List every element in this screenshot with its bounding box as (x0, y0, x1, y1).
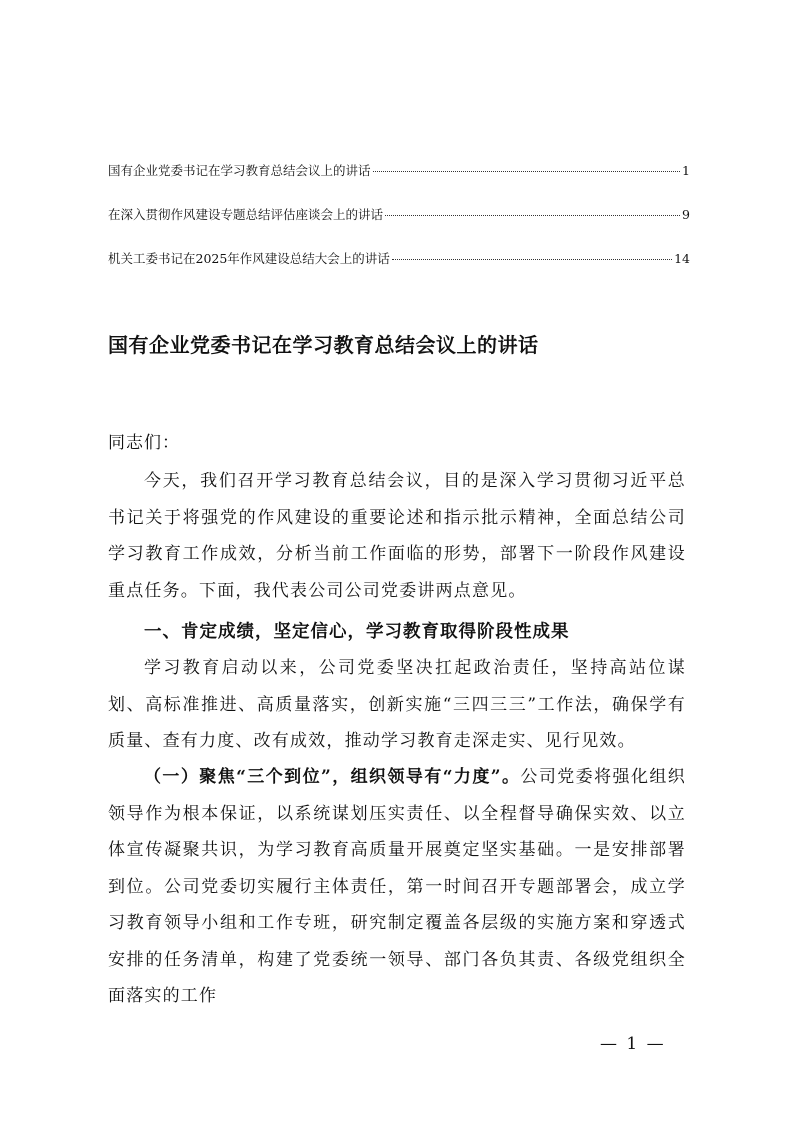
toc-leader-dots (385, 203, 680, 216)
toc-entry[interactable] (108, 249, 690, 268)
subsection-heading: （一）聚焦“三个到位”，组织领导有“力度”。 (144, 767, 521, 787)
toc-entry[interactable] (108, 161, 690, 180)
toc-entry-page: 9 (682, 207, 690, 222)
toc-entry-title: 国有企业党委书记在学习教育总结会议上的讲话 (108, 163, 371, 178)
table-of-contents (108, 161, 690, 293)
paragraph-text: 学习教育启动以来，公司党委坚决扛起政治责任，坚持高站位谋划、高标准推进、高质量落实，创新实施“三四三三”工作法，确保学有质量、查有力度、改有成效，推动学习教育走深走实、见行见效。 (108, 658, 686, 751)
document-title: 国有企业党委书记在学习教育总结会议上的讲话 (108, 333, 539, 357)
body-paragraph (108, 650, 686, 760)
toc-entry-title: 在深入贯彻作风建设专题总结评估座谈会上的讲话 (108, 207, 384, 222)
toc-entry[interactable] (108, 205, 690, 224)
paragraph-with-subheading (108, 759, 686, 1015)
section-heading: 一、肯定成绩，坚定信心，学习教育取得阶段性成果 (144, 622, 570, 642)
page-number: — 1 — (600, 1034, 666, 1054)
body-paragraph (108, 463, 686, 609)
toc-leader-dots (373, 159, 681, 172)
salutation: 同志们： (108, 433, 180, 453)
toc-entry-page: 1 (682, 163, 690, 178)
paragraph-text: 公司党委将强化组织领导作为根本保证，以系统谋划压实责任、以全程督导确保实效、以立体宣传凝聚共识，为学习教育高质量开展奠定坚实基础。一是安排部署到位。公司党委切实履行主体责任，第一时间召开专题部署会，成立学习教育领导小组和工作专班，研究制定覆盖各层级的实施方案和穿透式安排的任务清单，构建了党委统一领导、部门各负其责、各级党组织全面落实的工作 (108, 767, 686, 1006)
paragraph-text: 今天，我们召开学习教育总结会议，目的是深入学习贯彻习近平总书记关于将强党的作风建设的重要论述和指示批示精神，全面总结公司学习教育工作成效，分析当前工作面临的形势，部署下一阶段作风建设重点任务。下面，我代表公司公司党委讲两点意见。 (108, 471, 686, 601)
toc-entry-title: 机关工委书记在2025年作风建设总结大会上的讲话 (108, 251, 390, 266)
toc-leader-dots (392, 247, 672, 260)
toc-entry-page: 14 (674, 251, 690, 266)
body-paragraph (108, 759, 686, 1015)
